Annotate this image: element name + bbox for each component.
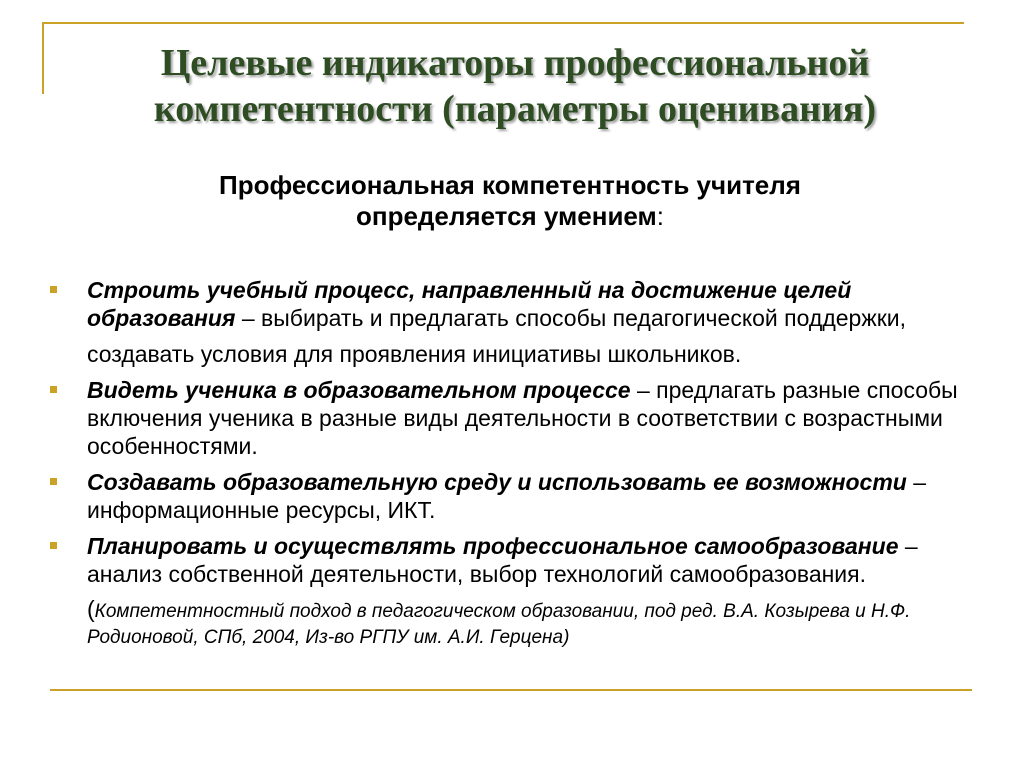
item-emphasis: Создавать образовательную среду и использовать ее возможности — [87, 469, 907, 495]
title-line-2: компетентности (параметры оценивания) — [153, 88, 877, 130]
slide-subtitle — [60, 170, 960, 232]
bullet-list — [50, 276, 970, 651]
citation-open-paren: ( — [87, 596, 95, 622]
list-item — [50, 276, 970, 332]
item-text: – информационные ресурсы, ИКТ. — [87, 469, 927, 523]
subtitle-colon: : — [656, 201, 665, 231]
list-item — [50, 532, 970, 588]
item-text: – выбирать и предлагать способы педагогической поддержки, — [235, 305, 907, 331]
item-emphasis: Видеть ученика в образовательном процессе — [87, 377, 631, 403]
subtitle-line-2-text: определяется умением — [355, 201, 657, 231]
citation-text: Компетентностный подход в педагогическом образовании, под ред. В.А. Козырева и Н.Ф. Родионовой, СПб, 2004, Из-во РГПУ им. А.И. Герцена) — [87, 601, 911, 648]
item-text: – анализ собственной деятельности, выбор технологий самообразования. — [87, 533, 918, 587]
bullet-square-icon — [50, 542, 57, 549]
bullet-square-icon — [50, 386, 57, 393]
list-item — [50, 468, 970, 524]
frame-bottom-line — [50, 689, 972, 691]
citation — [50, 596, 970, 651]
slide-title — [50, 40, 980, 132]
title-line-1: Целевые индикаторы профессиональной — [160, 42, 870, 84]
item-emphasis: Строить учебный процесс, направленный на достижение целей образования — [87, 277, 852, 331]
list-item-continuation: создавать условия для проявления инициативы школьников. — [87, 341, 742, 367]
frame-left-line — [42, 22, 44, 94]
bullet-square-icon — [50, 286, 57, 293]
item-emphasis: Планировать и осуществлять профессиональное самообразование — [87, 533, 899, 559]
subtitle-line-1: Профессиональная компетентность учителя — [219, 170, 801, 200]
item-text: – предлагать разные способы включения ученика в разные виды деятельности в соответствии с возрастными особенностями. — [87, 377, 958, 459]
subtitle-line-2 — [60, 201, 960, 232]
bullet-square-icon — [50, 478, 57, 485]
frame-top-line — [42, 22, 964, 24]
list-item — [50, 376, 970, 460]
